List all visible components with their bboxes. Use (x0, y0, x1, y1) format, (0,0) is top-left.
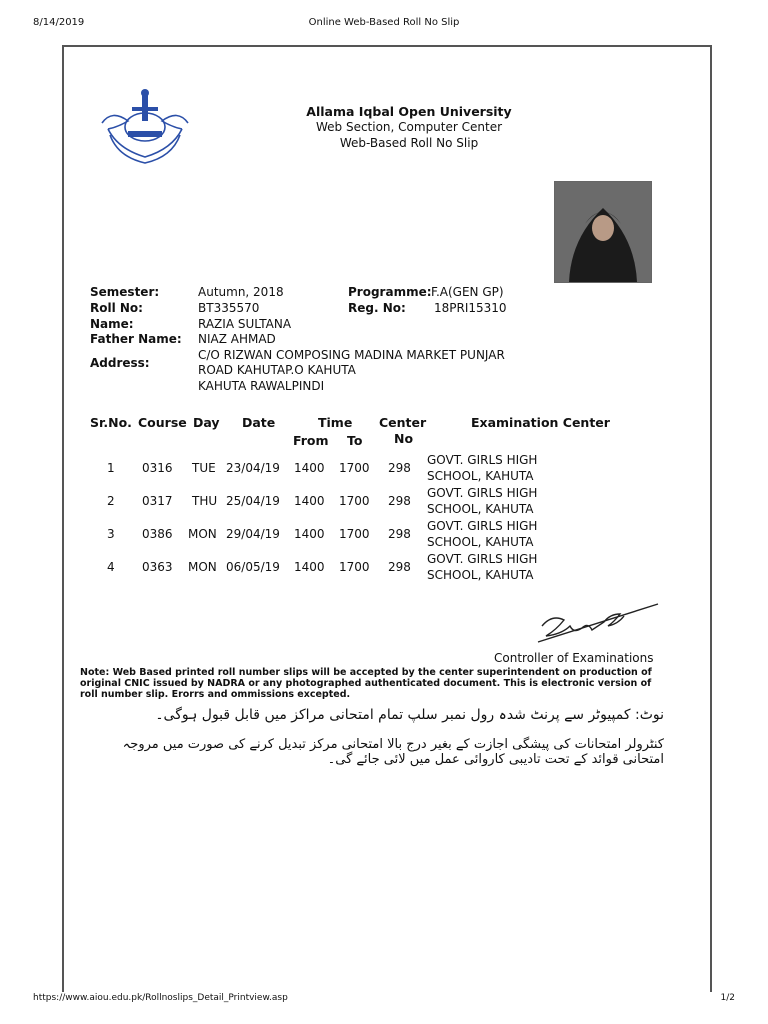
row-exam-line-2: SCHOOL, KAHUTA (427, 469, 534, 483)
row-date: 25/04/19 (226, 494, 280, 508)
address-line-1: C/O RIZWAN COMPOSING MADINA MARKET PUNJAR (198, 348, 505, 362)
urdu-note-1: نوٹ: کمپیوٹر سے پرنٹ شدہ رول نمبر سلپ تمام امتحانی مراکز میں قابل قبول ہوگی۔ (155, 707, 664, 723)
row-from: 1400 (294, 560, 325, 574)
col-time: Time (318, 415, 353, 430)
row-date: 06/05/19 (226, 560, 280, 574)
signature (534, 600, 664, 648)
print-title: Online Web-Based Roll No Slip (308, 17, 460, 28)
row-exam-line-1: GOVT. GIRLS HIGH (427, 486, 538, 500)
row-sr: 2 (107, 494, 115, 508)
name-value: RAZIA SULTANA (198, 317, 292, 331)
row-center: 298 (388, 527, 411, 541)
row-date: 29/04/19 (226, 527, 280, 541)
address-line-3: KAHUTA RAWALPINDI (198, 379, 325, 393)
row-exam-line-2: SCHOOL, KAHUTA (427, 568, 534, 582)
row-exam-line-1: GOVT. GIRLS HIGH (427, 453, 538, 467)
note-text: Note: Web Based printed roll number slips will be accepted by the center superintendent on production of original CNIC issued by NADRA or any photographed authenticated document. This is electronic version of roll number slip. Erorrs and ommissions excepted. (80, 667, 652, 700)
row-day: TUE (192, 461, 216, 475)
col-date: Date (242, 415, 276, 430)
address-label: Address: (90, 356, 150, 370)
row-course: 0317 (142, 494, 173, 508)
semester-value: Autumn, 2018 (198, 285, 284, 299)
col-srno: Sr.No. (90, 415, 132, 430)
semester-label: Semester: (90, 285, 160, 299)
col-center-no: No (394, 431, 414, 446)
university-name: Allama Iqbal Open University (306, 104, 512, 119)
university-logo-icon (98, 87, 192, 169)
row-sr: 1 (107, 461, 115, 475)
row-date: 23/04/19 (226, 461, 280, 475)
programme-label: Programme: (348, 285, 432, 299)
rollno-value: BT335570 (198, 301, 260, 315)
row-course: 0363 (142, 560, 173, 574)
row-exam-line-2: SCHOOL, KAHUTA (427, 535, 534, 549)
col-from: From (293, 433, 329, 448)
col-exam-center: Examination Center (471, 415, 610, 430)
col-center: Center (379, 415, 427, 430)
row-exam-line-1: GOVT. GIRLS HIGH (427, 552, 538, 566)
print-date: 8/14/2019 (33, 17, 85, 28)
row-course: 0386 (142, 527, 173, 541)
print-url: https://www.aiou.edu.pk/Rollnoslips_Detail_Printview.asp (33, 993, 288, 1003)
row-sr: 4 (107, 560, 115, 574)
row-from: 1400 (294, 527, 325, 541)
col-day: Day (193, 415, 220, 430)
row-exam-line-2: SCHOOL, KAHUTA (427, 502, 534, 516)
row-to: 1700 (339, 461, 370, 475)
row-from: 1400 (294, 461, 325, 475)
regno-value: 18PRI15310 (434, 301, 507, 315)
father-value: NIAZ AHMAD (198, 332, 276, 346)
address-line-2: ROAD KAHUTAP.O KAHUTA (198, 363, 356, 377)
row-center: 298 (388, 494, 411, 508)
row-center: 298 (388, 560, 411, 574)
row-from: 1400 (294, 494, 325, 508)
roll-no-slip (62, 45, 712, 992)
urdu-note-2: کنٹرولر امتحانات کی پیشگی اجازت کے بغیر درج بالا امتحانی مرکز تبدیل کرنے کی صورت میں مروجہ امتحانی قوائد کے تحت تادیبی کاروائی عمل میں لائی جائے گی۔ (122, 737, 664, 767)
row-to: 1700 (339, 494, 370, 508)
rollno-label: Roll No: (90, 301, 143, 315)
row-to: 1700 (339, 527, 370, 541)
document-title: Web-Based Roll No Slip (339, 136, 479, 150)
student-photo (554, 181, 652, 283)
name-label: Name: (90, 317, 134, 331)
row-to: 1700 (339, 560, 370, 574)
col-course: Course (138, 415, 187, 430)
row-day: THU (192, 494, 218, 508)
col-to: To (347, 433, 363, 448)
row-center: 298 (388, 461, 411, 475)
row-exam-line-1: GOVT. GIRLS HIGH (427, 519, 538, 533)
regno-label: Reg. No: (348, 301, 406, 315)
row-sr: 3 (107, 527, 115, 541)
university-section: Web Section, Computer Center (315, 120, 503, 134)
row-day: MON (188, 527, 217, 541)
father-label: Father Name: (90, 332, 182, 346)
page-number: 1/2 (720, 993, 735, 1003)
row-day: MON (188, 560, 217, 574)
row-course: 0316 (142, 461, 173, 475)
controller-title: Controller of Examinations (494, 651, 654, 665)
programme-value: F.A(GEN GP) (431, 285, 504, 299)
